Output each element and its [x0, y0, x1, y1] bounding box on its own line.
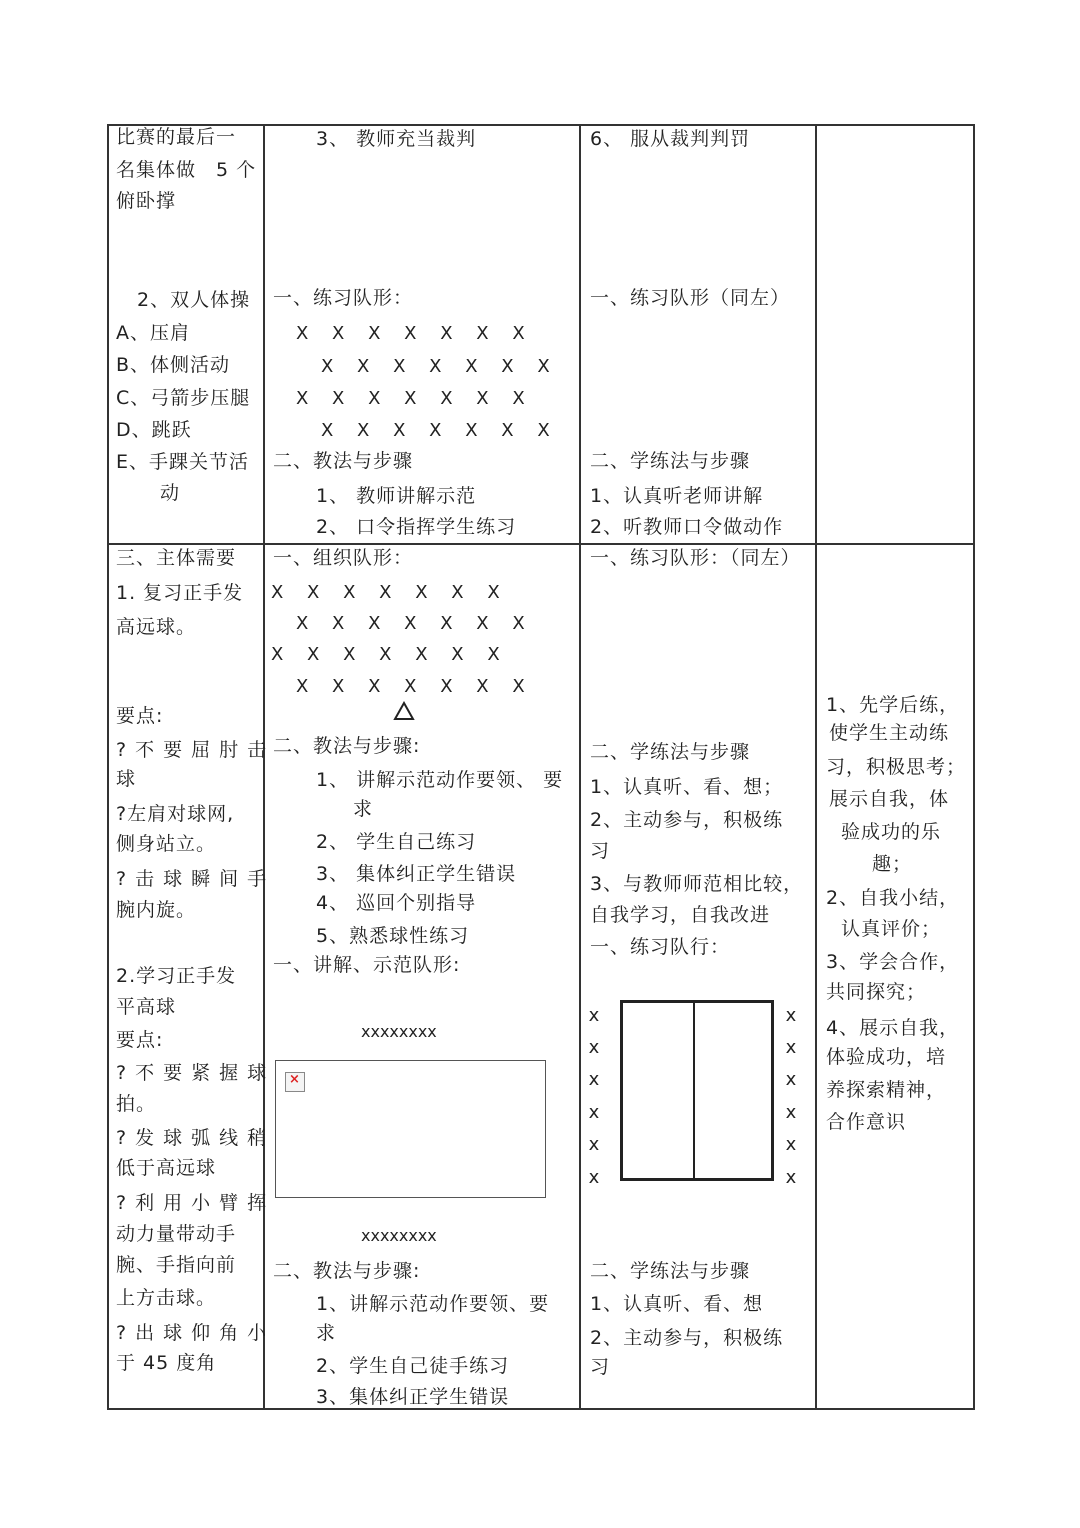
- row2-col4-line-6: 趣；: [872, 853, 913, 875]
- row2-col2-step2-3: 3、集体纠正学生错误: [316, 1386, 510, 1408]
- row1-col1-item-a: A、压肩: [116, 322, 190, 344]
- row2-col1-key-label-2: 要点:: [116, 1029, 164, 1051]
- row2-col1-point7-line1: ?出球仰角小: [116, 1322, 276, 1344]
- row1-col1-section-title: 2、双人体操: [137, 289, 251, 311]
- row1-col2-step-1: 1、 教师讲解示范: [316, 485, 477, 507]
- row2-col1-point2-line2: 侧身站立。: [116, 833, 217, 855]
- row2-col3-x-left-1: x: [588, 1005, 600, 1026]
- row2-col1-sub1-line2: 高远球。: [116, 616, 197, 638]
- row2-col4-line-1: 1、先学后练，: [826, 694, 960, 716]
- teacher-triangle-icon: [393, 701, 415, 721]
- row1-col1-item-e: E、手踝关节活: [116, 451, 250, 473]
- row2-col4-line-13: 养探索精神，: [826, 1079, 947, 1101]
- row2-col1-key-label: 要点:: [116, 705, 164, 727]
- row2-col1-point7-line2: 于 45 度角: [116, 1352, 217, 1374]
- row2-col3-x-right-6: x: [785, 1167, 797, 1188]
- row1-col3-formation-title: 一、练习队形（同左）: [590, 287, 791, 309]
- row1-col1-item-b: B、体侧活动: [116, 354, 231, 376]
- row1-col2-x-row-4: X X X X X X X: [321, 420, 550, 441]
- row2-col3-step2-2: 2、主动参与，积极练: [590, 1327, 784, 1349]
- row1-col1-intro-1: 比赛的最后一: [116, 126, 237, 148]
- row2-col2-step2-1: 1、讲解示范动作要领、要: [316, 1293, 550, 1315]
- row2-col2-x-row-2: X X X X X X X: [296, 613, 525, 634]
- badminton-court-diagram: [620, 1000, 774, 1181]
- row1-col2-x-row-1: X X X X X X X: [296, 323, 525, 344]
- row2-col1-point4-line1: ?不要紧握球: [116, 1062, 276, 1084]
- row2-col3-x-right-5: x: [785, 1134, 797, 1155]
- row2-col2-formation-title: 一、组织队形：: [273, 547, 414, 569]
- row2-col3-method-title: 二、学练法与步骤: [590, 741, 751, 763]
- row2-col1-sub2-line1: 2.学习正手发: [116, 965, 237, 987]
- row1-col1-item-e-cont: 动: [160, 482, 181, 504]
- row1-col2-x-row-3: X X X X X X X: [296, 388, 525, 409]
- row2-col3-x-right-2: x: [785, 1037, 797, 1058]
- row1-col3-method-title: 二、学练法与步骤: [590, 450, 751, 472]
- row2-col1-point6-line1: ?利用小臂挥: [116, 1192, 276, 1214]
- row2-col3-x-right-1: x: [785, 1005, 797, 1026]
- table-border-middle: [107, 543, 975, 545]
- row2-col2-x-row-4: X X X X X X X: [296, 676, 525, 697]
- row2-col3-step2-2-cont: 习: [590, 1356, 611, 1378]
- row2-col1-point1-line2: 球: [116, 768, 137, 790]
- row2-col2-step-4: 4、 巡回个别指导: [316, 892, 477, 914]
- row2-col3-x-left-2: x: [588, 1037, 600, 1058]
- row2-col3-x-left-3: x: [588, 1069, 600, 1090]
- row2-col2-method-title: 二、教法与步骤:: [273, 735, 421, 757]
- table-border-bottom: [107, 1408, 975, 1410]
- broken-image-icon: ×: [285, 1072, 305, 1092]
- row2-col1-point2-line1: ?左肩对球网,: [116, 803, 235, 825]
- row2-col4-line-9: 3、学会合作，: [826, 951, 960, 973]
- row2-col2-demo-title: 一、讲解、示范队形:: [273, 954, 461, 976]
- row2-col3-formation-title: 一、练习队形：（同左）: [590, 547, 801, 569]
- table-divider-2: [579, 124, 581, 1410]
- row2-col1-point3-line2: 腕内旋。: [116, 899, 197, 921]
- row2-col2-method-title-2: 二、教法与步骤:: [273, 1260, 421, 1282]
- row2-col2-step-5: 5、熟悉球性练习: [316, 925, 470, 947]
- row1-col1-intro-2: 名集体做 5 个: [116, 159, 257, 181]
- row1-col1-item-d: D、跳跃: [116, 419, 192, 441]
- row1-col2-formation-title: 一、练习队形：: [273, 287, 414, 309]
- row2-col2-x-bottom: xxxxxxxx: [361, 1226, 437, 1245]
- row1-col2-step-2: 2、 口令指挥学生练习: [316, 516, 517, 538]
- row2-col3-x-left-6: x: [588, 1167, 600, 1188]
- row1-col3-top-item: 6、 服从裁判判罚: [590, 128, 751, 150]
- row2-col3-step-3: 3、与教师师范相比较，: [590, 873, 804, 895]
- row2-col4-line-2: 使学生主动练: [829, 722, 950, 744]
- row2-col2-x-top: xxxxxxxx: [361, 1022, 437, 1041]
- row2-col3-x-right-3: x: [785, 1069, 797, 1090]
- row2-col1-point5-line1: ?发球弧线稍: [116, 1127, 276, 1149]
- row2-col3-formation-title-2: 一、练习队行：: [590, 936, 731, 958]
- row2-col3-step-2: 2、主动参与，积极练: [590, 809, 784, 831]
- table-divider-3: [815, 124, 817, 1410]
- row2-col4-line-5: 验成功的乐: [841, 821, 942, 843]
- row2-col3-x-left-5: x: [588, 1134, 600, 1155]
- row1-col2-x-row-2: X X X X X X X: [321, 356, 550, 377]
- table-border-top: [107, 124, 975, 126]
- row2-col3-x-right-4: x: [785, 1102, 797, 1123]
- row2-col4-line-14: 合作意识: [826, 1111, 907, 1133]
- row1-col1-intro-3: 俯卧撑: [116, 190, 177, 212]
- row2-col2-step2-2: 2、学生自己徒手练习: [316, 1355, 510, 1377]
- demo-court-image: [275, 1060, 546, 1198]
- row2-col3-step-1: 1、认真听、看、想；: [590, 776, 784, 798]
- row1-col2-method-title: 二、教法与步骤: [273, 450, 414, 472]
- row2-col1-point6-line3: 腕、手指向前: [116, 1254, 237, 1276]
- row2-col4-line-4: 展示自我，体: [829, 788, 950, 810]
- row2-col3-step2-1: 1、认真听、看、想: [590, 1293, 764, 1315]
- row2-col3-step-2-cont: 习: [590, 840, 611, 862]
- row2-col1-point3-line1: ?击球瞬间手: [116, 868, 276, 890]
- row2-col1-point1-line1: ?不要屈肘击: [116, 739, 276, 761]
- row2-col1-point6-line4: 上方击球。: [116, 1287, 217, 1309]
- row2-col2-x-row-3: X X X X X X X: [271, 644, 500, 665]
- row2-col2-step-1-cont: 求: [353, 798, 374, 820]
- row2-col4-line-11: 4、展示自我，: [826, 1017, 960, 1039]
- row2-col2-step-1: 1、 讲解示范动作要领、 要: [316, 769, 564, 791]
- row1-col1-item-c: C、弓箭步压腿: [116, 387, 251, 409]
- row2-col3-method-title-2: 二、学练法与步骤: [590, 1260, 751, 1282]
- row1-col3-step-2: 2、听教师口令做动作: [590, 516, 784, 538]
- row2-col2-step2-1-cont: 求: [316, 1322, 337, 1344]
- table-border-left: [107, 124, 109, 1410]
- row1-col3-step-1: 1、认真听老师讲解: [590, 485, 764, 507]
- row2-col1-point4-line2: 拍。: [116, 1093, 157, 1115]
- row2-col1-point6-line2: 动力量带动手: [116, 1223, 237, 1245]
- row2-col1-sub1-line1: 1. 复习正手发: [116, 582, 244, 604]
- row2-col4-line-12: 体验成功，培: [826, 1046, 947, 1068]
- row2-col4-line-8: 认真评价；: [841, 918, 942, 940]
- row2-col1-point5-line2: 低于高远球: [116, 1157, 217, 1179]
- row2-col1-sub2-line2: 平高球: [116, 996, 177, 1018]
- row2-col3-step-3-cont: 自我学习，自我改进: [590, 904, 771, 926]
- row2-col2-step-2: 2、 学生自己练习: [316, 831, 477, 853]
- row2-col4-line-10: 共同探究；: [826, 981, 927, 1003]
- row2-col3-x-left-4: x: [588, 1102, 600, 1123]
- row2-col4-line-3: 习，积极思考；: [826, 756, 967, 778]
- row1-col2-top-item: 3、 教师充当裁判: [316, 128, 477, 150]
- table-border-right: [973, 124, 975, 1410]
- row2-col2-step-3: 3、 集体纠正学生错误: [316, 863, 517, 885]
- row2-col1-section-title: 三、主体需要: [116, 547, 237, 569]
- row2-col2-x-row-1: X X X X X X X: [271, 582, 500, 603]
- court-center-line: [693, 1003, 695, 1178]
- row2-col4-line-7: 2、自我小结，: [826, 887, 960, 909]
